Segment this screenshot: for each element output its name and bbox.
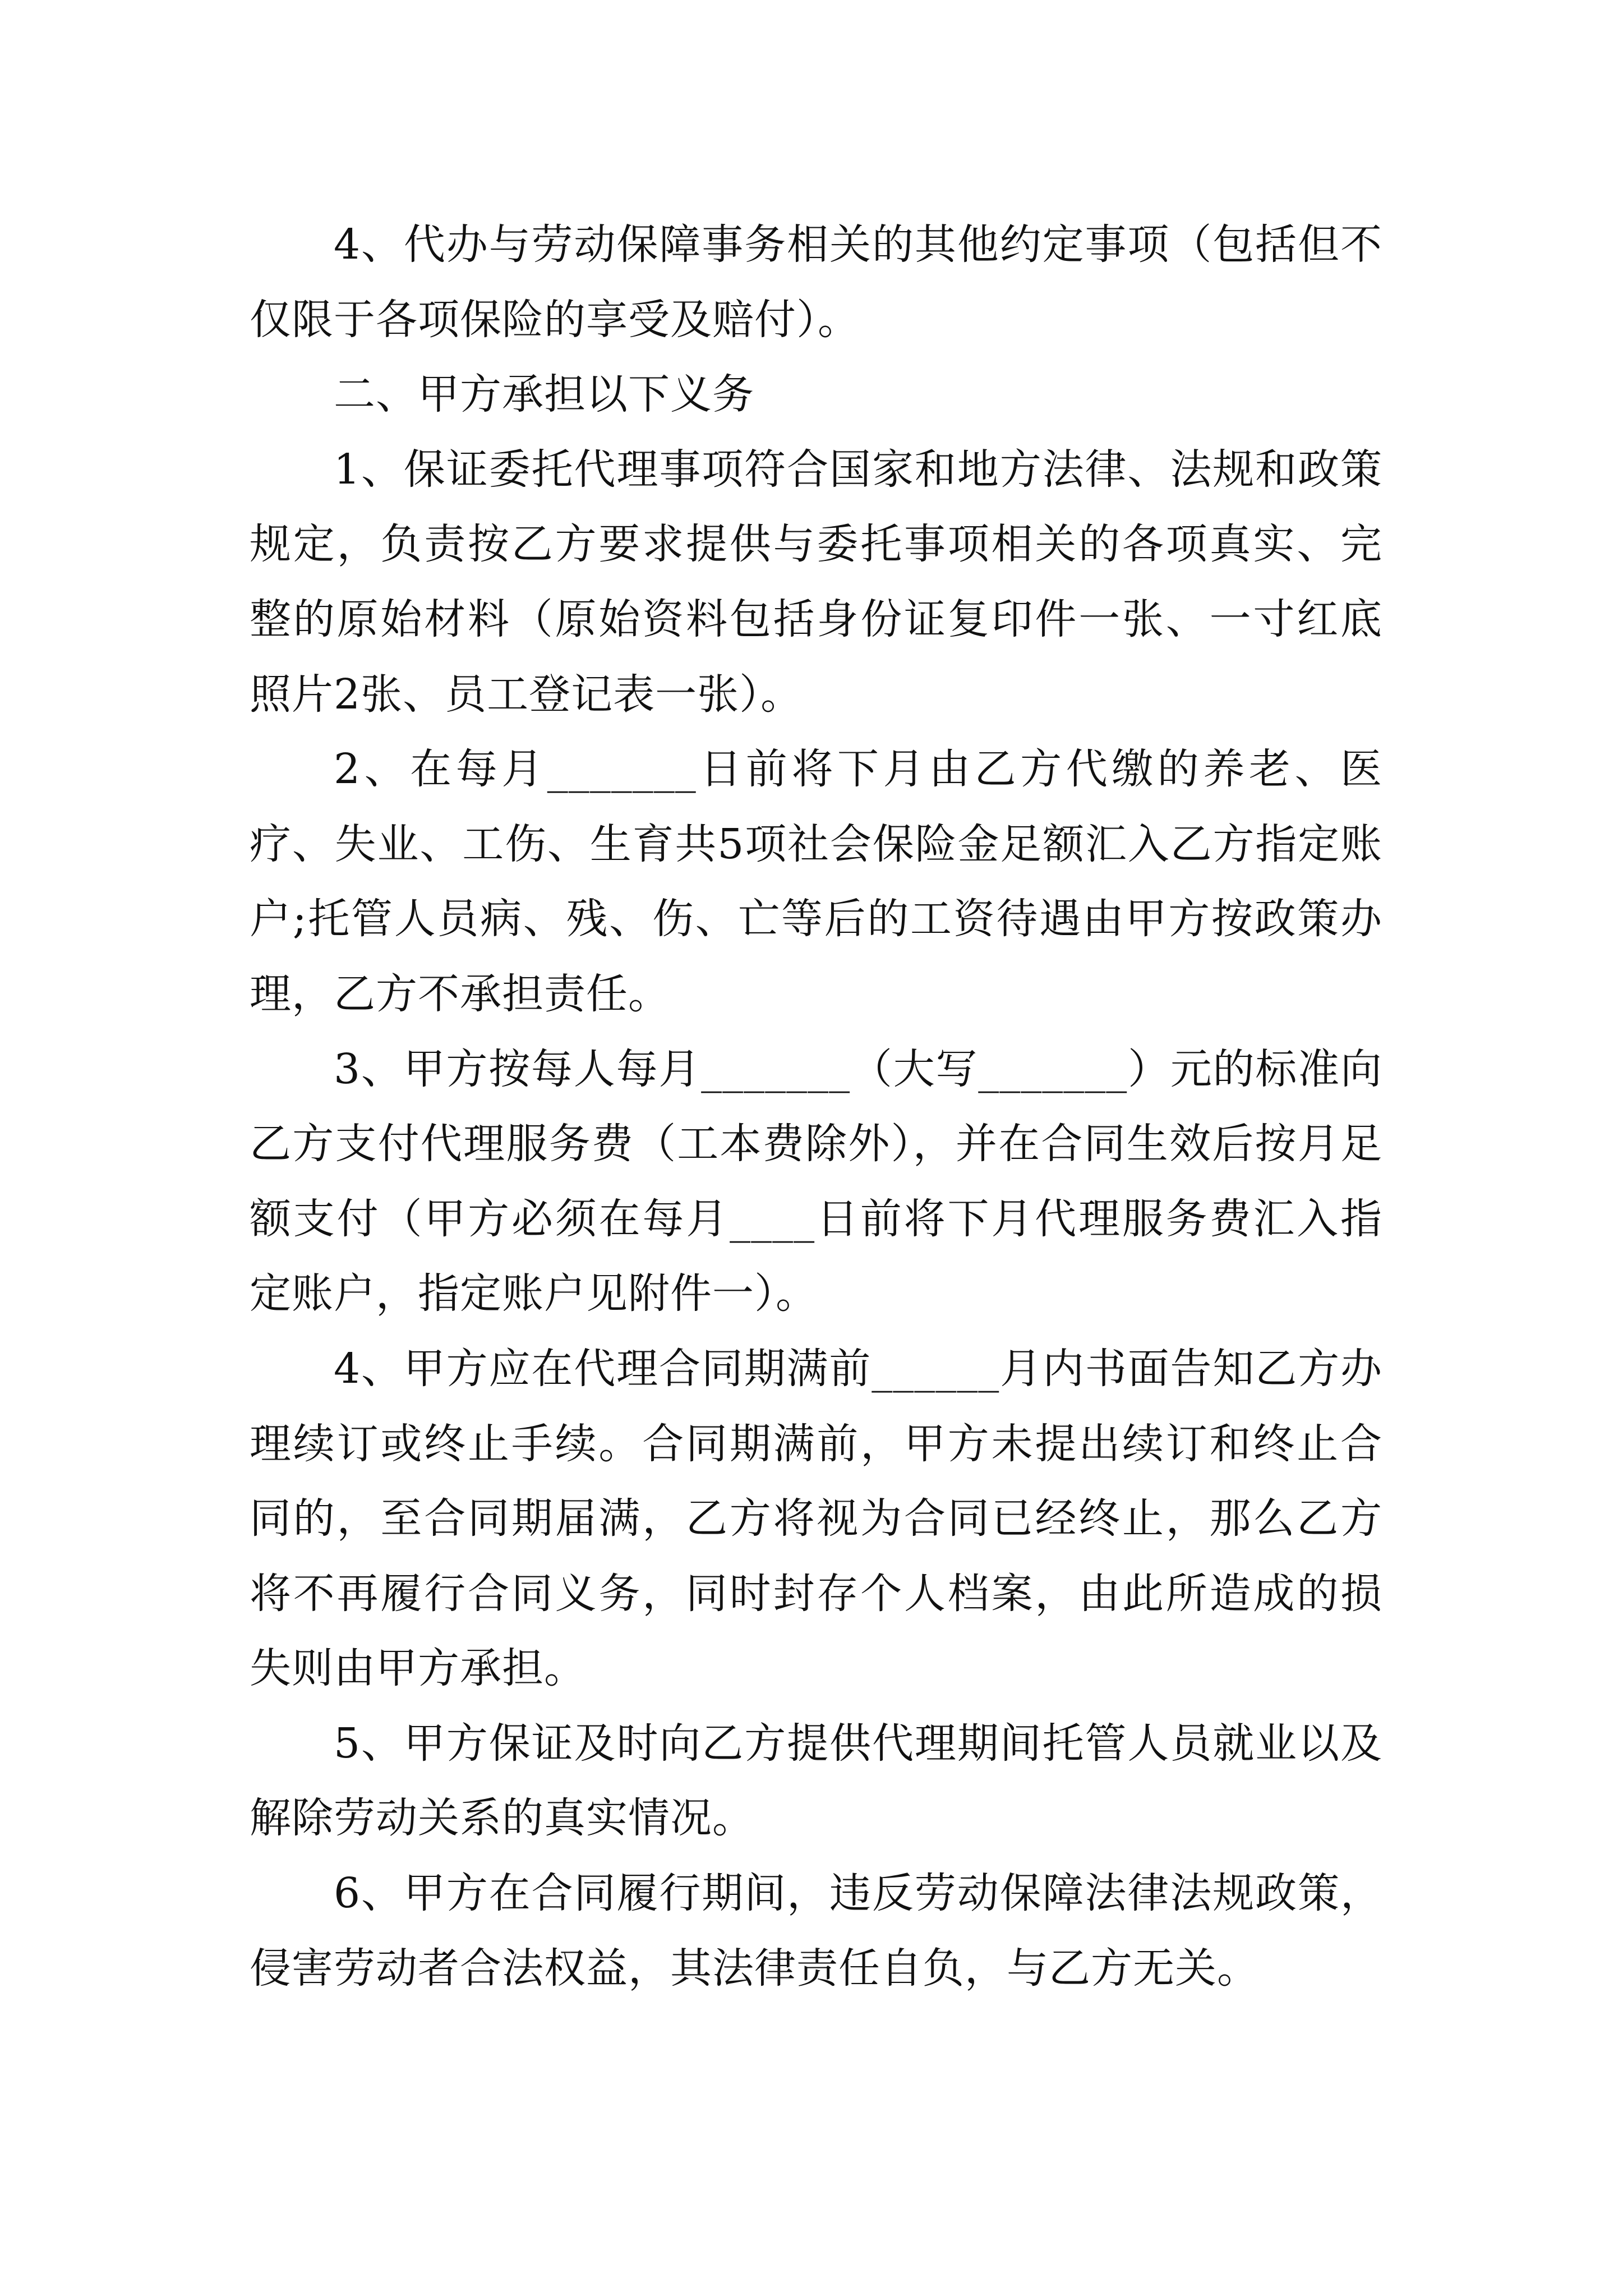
paragraph-obligation-6: 6、甲方在合同履行期间，违反劳动保障法律法规政策，侵害劳动者合法权益，其法律责任自负，与乙方无关。 [250, 1869, 1382, 1993]
paragraph-clause-4-other-matters: 4、代办与劳动保障事务相关的其他约定事项（包括但不仅限于各项保险的享受及赔付）。 [250, 220, 1382, 344]
paragraph-obligation-5: 5、甲方保证及时向乙方提供代理期间托管人员就业以及解除劳动关系的真实情况。 [250, 1719, 1382, 1843]
paragraph-obligation-3: 3、甲方按每人每月_______（大写_______）元的标准向乙方支付代理服务费（工本费除外），并在合同生效后按月足额支付（甲方必须在每月____日前将下月代理服务费汇入指定账户，指定账户见附件一）。 [250, 1045, 1382, 1318]
paragraph-obligation-4: 4、甲方应在代理合同期满前______月内书面告知乙方办理续订或终止手续。合同期满前，甲方未提出续订和终止合同的，至合同期届满，乙方将视为合同已经终止，那么乙方将不再履行合同义务，同时封存个人档案，由此所造成的损失则由甲方承担。 [250, 1344, 1382, 1693]
paragraph-section-heading-party-a-obligations: 二、甲方承担以下义务 [334, 370, 754, 419]
document-body [250, 208, 1382, 2006]
paragraph-obligation-1: 1、保证委托代理事项符合国家和地方法律、法规和政策规定，负责按乙方要求提供与委托事项相关的各项真实、完整的原始材料（原始资料包括身份证复印件一张、一寸红底照片2张、员工登记表一张）。 [250, 445, 1382, 719]
paragraph-obligation-2: 2、在每月_______日前将下月由乙方代缴的养老、医疗、失业、工伤、生育共5项社会保险金足额汇入乙方指定账户;托管人员病、残、伤、亡等后的工资待遇由甲方按政策办理，乙方不承担责任。 [250, 745, 1382, 1018]
